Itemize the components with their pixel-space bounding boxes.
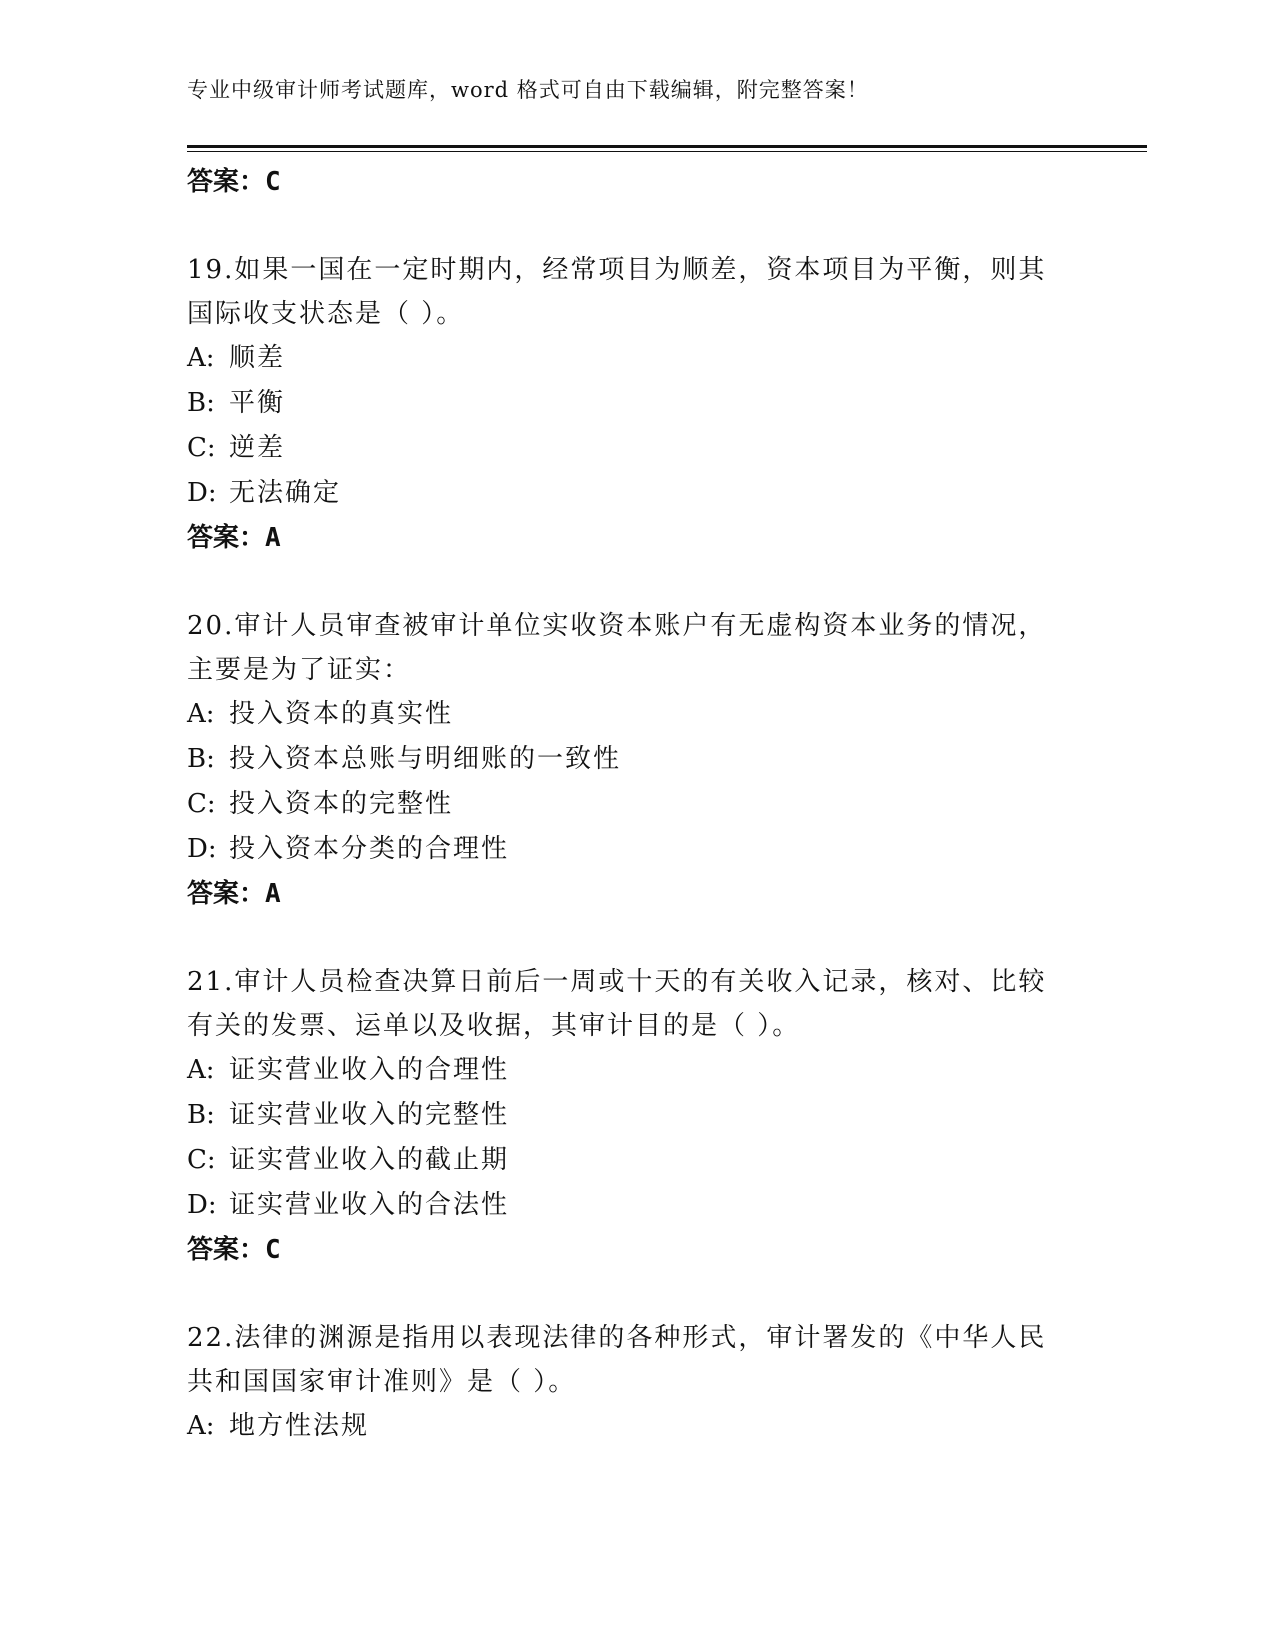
answer-line	[187, 516, 1087, 560]
option-label: C:	[187, 789, 216, 819]
answer-value: C	[265, 1235, 281, 1265]
question-text-line: 主要是为了证实：	[187, 655, 412, 685]
option-a	[187, 336, 1087, 381]
option-text: 投入资本的真实性	[229, 699, 454, 729]
question-text-line: 21.审计人员检查决算日前后一周或十天的有关收入记录，核对、比较	[187, 967, 1047, 997]
answer-label: 答案：	[187, 167, 266, 197]
option-label: D:	[187, 478, 217, 508]
option-b	[187, 381, 1087, 426]
option-label: D:	[187, 834, 217, 864]
option-label: A:	[187, 1411, 215, 1441]
option-label: B:	[187, 1100, 215, 1130]
answer-line	[187, 1228, 1087, 1272]
option-text: 证实营业收入的完整性	[229, 1100, 510, 1130]
option-b	[187, 737, 1087, 782]
answer-value: A	[265, 523, 281, 553]
question-text-line: 20.审计人员审查被审计单位实收资本账户有无虚构资本业务的情况，	[187, 611, 1047, 641]
option-c	[187, 1138, 1087, 1183]
option-text: 证实营业收入的合理性	[229, 1055, 510, 1085]
option-text: 顺差	[229, 343, 286, 373]
question-text-line: 共和国国家审计准则》是（ ）。	[187, 1367, 577, 1397]
document-body	[187, 160, 1087, 1449]
option-text: 平衡	[229, 388, 286, 418]
answer-line	[187, 160, 1087, 204]
option-c	[187, 426, 1087, 471]
answer-value: C	[265, 167, 281, 197]
option-a	[187, 692, 1087, 737]
answer-label: 答案：	[187, 879, 266, 909]
option-text: 无法确定	[229, 478, 342, 508]
option-b	[187, 1093, 1087, 1138]
question-20	[187, 604, 1087, 916]
option-text: 逆差	[229, 433, 286, 463]
option-d	[187, 1183, 1087, 1228]
question-text-line: 有关的发票、运单以及收据，其审计目的是（ ）。	[187, 1011, 801, 1041]
answer-label: 答案：	[187, 1235, 266, 1265]
option-label: A:	[187, 1055, 215, 1085]
option-text: 地方性法规	[229, 1411, 370, 1441]
header-rule-thick	[187, 145, 1147, 148]
question-19	[187, 248, 1087, 560]
option-c	[187, 782, 1087, 827]
option-d	[187, 471, 1087, 516]
option-label: C:	[187, 1145, 216, 1175]
option-d	[187, 827, 1087, 872]
question-text-line: 19.如果一国在一定时期内，经常项目为顺差，资本项目为平衡，则其	[187, 255, 1047, 285]
question-text-line: 国际收支状态是（ ）。	[187, 299, 465, 329]
question-text-line: 22.法律的渊源是指用以表现法律的各种形式，审计署发的《中华人民	[187, 1323, 1047, 1353]
option-label: A:	[187, 699, 215, 729]
page-header: 专业中级审计师考试题库，word 格式可自由下载编辑，附完整答案！	[187, 78, 869, 102]
option-label: C:	[187, 433, 216, 463]
option-label: B:	[187, 744, 215, 774]
option-a	[187, 1404, 1087, 1449]
answer-label: 答案：	[187, 523, 266, 553]
option-text: 投入资本的完整性	[229, 789, 454, 819]
question-21	[187, 960, 1087, 1272]
option-text: 证实营业收入的合法性	[229, 1190, 510, 1220]
option-label: A:	[187, 343, 215, 373]
answer-line	[187, 872, 1087, 916]
option-text: 证实营业收入的截止期	[229, 1145, 510, 1175]
answer-value: A	[265, 879, 281, 909]
question-22	[187, 1316, 1087, 1449]
option-label: B:	[187, 388, 215, 418]
option-label: D:	[187, 1190, 217, 1220]
option-text: 投入资本分类的合理性	[229, 834, 510, 864]
header-rule-thin	[187, 151, 1147, 152]
option-a	[187, 1048, 1087, 1093]
option-text: 投入资本总账与明细账的一致性	[229, 744, 622, 774]
